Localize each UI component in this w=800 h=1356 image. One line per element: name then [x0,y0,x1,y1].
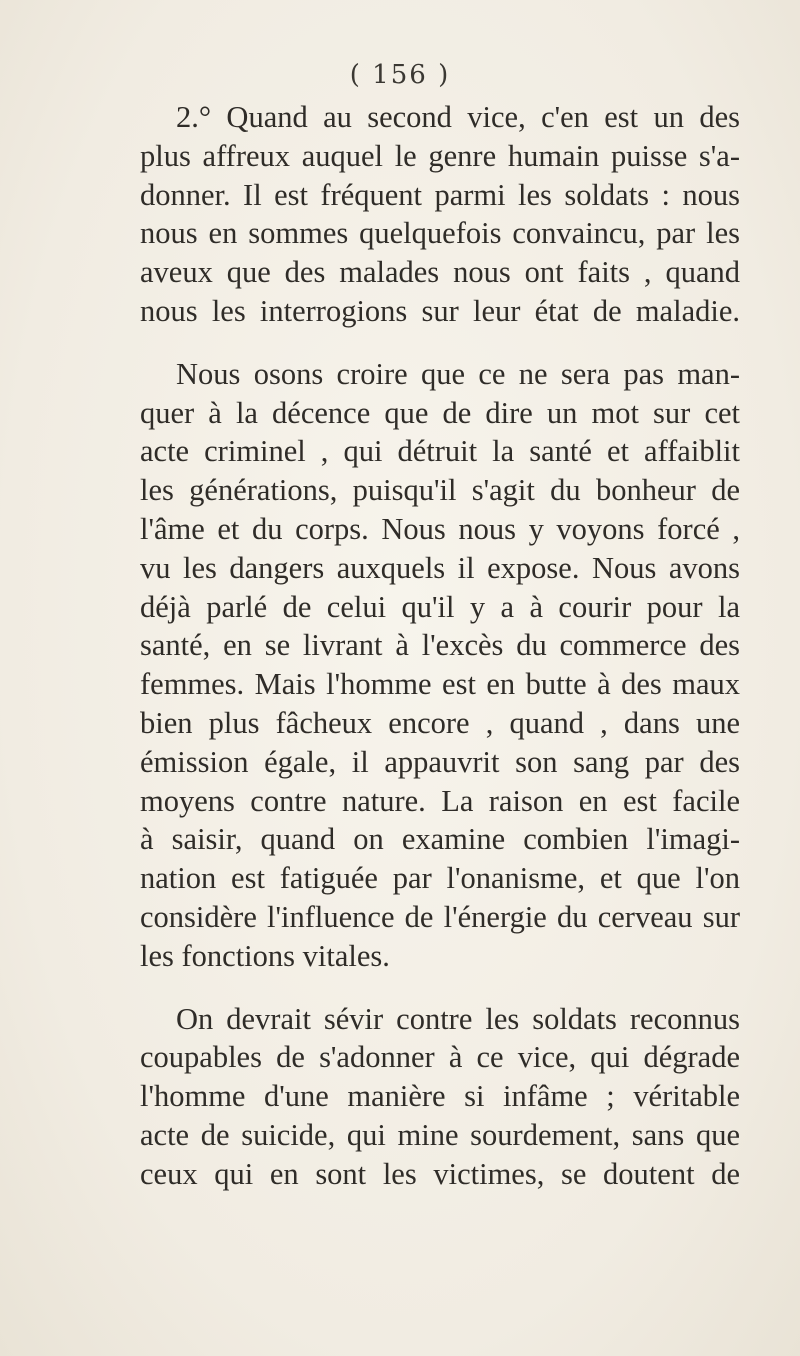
text-line: On devrait sévir contre les soldats reconnus [176,1001,740,1036]
text-line: plus affreux auquel le genre humain puisse s'a- [140,138,740,173]
body-text [140,98,740,1194]
text-line: moyens contre nature. La raison en est facile [140,783,740,818]
text-line: l'homme d'une manière si infâme ; véritable [140,1079,740,1114]
text-line: nation est fatiguée par l'onanisme, et que l'on [140,861,740,896]
text-line: coupables de s'adonner à ce vice, qui dégrade [140,1040,740,1075]
page-number: ( 156 ) [349,60,451,90]
paragraph-gap [140,331,740,355]
text-line: acte de suicide, qui mine sourdement, sans que [140,1117,740,1152]
text-line: l'âme et du corps. Nous nous y voyons forcé , [140,511,740,546]
paragraph-2 [140,355,740,976]
text-line: donner. Il est fréquent parmi les soldats : nous [140,177,740,212]
paragraph-gap [140,976,740,1000]
text-line: 2.° Quand au second vice, c'en est un des [176,100,740,134]
text-line: émission égale, il appauvrit son sang par des [140,744,740,779]
text-line: femmes. Mais l'homme est en butte à des maux [140,667,740,702]
paragraph-1 [140,98,740,331]
text-line: nous les interrogions sur leur état de maladie. [140,293,740,328]
text-line: ceux qui en sont les victimes, se doutent de [140,1156,740,1191]
text-line: les générations, puisqu'il s'agit du bonheur de [140,473,740,508]
text-line: considère l'influence de l'énergie du cerveau sur [140,899,740,934]
text-line: acte criminel , qui détruit la santé et affaiblit [140,434,740,469]
text-line: aveux que des malades nous ont faits , quand [140,255,740,290]
paragraph-3 [140,1000,740,1194]
text-line: santé, en se livrant à l'excès du commerce des [140,628,740,663]
text-line: Nous osons croire que ce ne sera pas man- [176,356,740,391]
text-line: nous en sommes quelquefois convaincu, par les [140,216,740,251]
text-line: les fonctions vitales. [140,938,390,973]
text-line: à saisir, quand on examine combien l'imagi- [140,822,740,857]
text-line: quer à la décence que de dire un mot sur cet [140,395,740,430]
text-line: déjà parlé de celui qu'il y a à courir pour la [140,589,740,624]
text-line: bien plus fâcheux encore , quand , dans une [140,705,740,740]
text-line: vu les dangers auxquels il expose. Nous avons [140,550,740,585]
